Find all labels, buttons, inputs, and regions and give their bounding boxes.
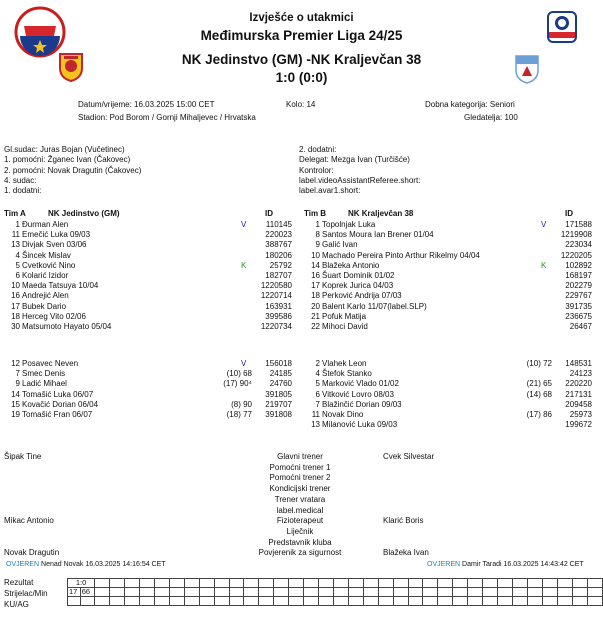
player-number: 8 bbox=[315, 230, 320, 240]
results-row bbox=[68, 597, 603, 606]
player-number: 20 bbox=[311, 301, 320, 311]
player-id: 180206 bbox=[265, 250, 292, 260]
results-cell bbox=[289, 588, 304, 597]
player-name: Matsumoto Hayato 05/04 bbox=[22, 322, 112, 331]
official-line: 4. sudac: bbox=[4, 175, 37, 185]
team-b-staff: Cvek Silvestar bbox=[383, 452, 435, 461]
match-score: 1:0 (0:0) bbox=[275, 70, 328, 85]
player-number: 7 bbox=[315, 399, 320, 409]
substitution-minute: (17) 90⁴ bbox=[223, 379, 252, 389]
official-line: 2. pomoćni: Novak Dragutin (Čakovec) bbox=[4, 165, 142, 175]
official-line: 2. dodatni: bbox=[299, 145, 337, 154]
player-id: 199672 bbox=[565, 420, 592, 430]
official-line: Delegat: Mezga Ivan (Turčišće) bbox=[299, 155, 410, 165]
player-name: Posavec Neven bbox=[22, 359, 79, 368]
results-cell bbox=[393, 579, 408, 588]
verification-right bbox=[427, 561, 584, 568]
match-round: Kolo: 14 bbox=[286, 100, 316, 109]
results-cell bbox=[438, 588, 453, 597]
player-name: Pofuk Matija bbox=[322, 311, 367, 321]
player-id: 1220714 bbox=[260, 291, 292, 301]
player-id: 171588 bbox=[565, 220, 592, 229]
player-number: 15 bbox=[11, 399, 20, 409]
results-cell bbox=[319, 588, 334, 597]
results-cell bbox=[244, 597, 259, 606]
substitution-minute: (8) 90 bbox=[231, 399, 252, 409]
results-cell bbox=[423, 588, 438, 597]
player-id: 163931 bbox=[265, 301, 292, 311]
player-number: 13 bbox=[11, 240, 20, 250]
results-cell bbox=[423, 579, 438, 588]
verification-left bbox=[6, 561, 166, 568]
results-cell bbox=[333, 597, 348, 606]
results-cell bbox=[333, 588, 348, 597]
results-cell bbox=[154, 588, 169, 597]
verified-by: Damir Taradi 16.03.2025 14:43:42 CET bbox=[462, 561, 584, 568]
player-name: Novak Dino bbox=[322, 410, 364, 419]
results-cell bbox=[169, 597, 184, 606]
player-number: 4 bbox=[15, 250, 20, 260]
results-cell bbox=[154, 597, 169, 606]
results-cell bbox=[587, 579, 602, 588]
staff-role: Pomoćni trener 1 bbox=[269, 462, 331, 472]
results-cell bbox=[68, 597, 81, 606]
player-number: 19 bbox=[11, 410, 20, 419]
team-b-id-header: ID bbox=[565, 209, 573, 218]
player-name: Kolarić Izidor bbox=[22, 271, 69, 280]
results-cell bbox=[513, 588, 528, 597]
results-cell: 1:0 bbox=[68, 579, 95, 588]
scorer-label: Strijelac/Min bbox=[4, 589, 48, 598]
player-name: Andrejić Alen bbox=[22, 291, 69, 301]
match-datetime: Datum/vrijeme: 16.03.2025 15:00 CET bbox=[78, 100, 215, 109]
results-cell bbox=[110, 579, 125, 588]
results-cell bbox=[468, 579, 483, 588]
player-id: 24123 bbox=[569, 369, 592, 379]
player-name: Đurman Alen bbox=[22, 220, 69, 229]
results-cell bbox=[304, 597, 319, 606]
results-cell bbox=[483, 588, 498, 597]
captain-mark: K bbox=[241, 260, 247, 270]
player-number: 16 bbox=[11, 291, 20, 301]
player-name: Blažeka Antonio bbox=[322, 260, 380, 270]
player-name: Perković Andrija 07/03 bbox=[322, 291, 402, 301]
results-cell bbox=[393, 588, 408, 597]
results-cell bbox=[244, 579, 259, 588]
results-cell bbox=[319, 597, 334, 606]
player-id: 209458 bbox=[565, 399, 592, 409]
team-b-staff: Blažeka Ivan bbox=[383, 548, 429, 558]
results-cell bbox=[154, 579, 169, 588]
staff-role: Kondicijski trener bbox=[269, 484, 331, 494]
results-cell bbox=[542, 579, 557, 588]
player-name: Emečić Luka 09/03 bbox=[22, 230, 91, 240]
player-id: 1219908 bbox=[560, 230, 592, 240]
team-a-staff: Novak Dragutin bbox=[4, 548, 60, 558]
verified-badge: OVJEREN bbox=[6, 561, 40, 568]
substitution-minute: (17) 86 bbox=[526, 410, 552, 419]
player-number: 17 bbox=[11, 301, 20, 311]
results-cell bbox=[453, 597, 468, 606]
results-cell bbox=[169, 579, 184, 588]
results-cell bbox=[289, 597, 304, 606]
results-cell bbox=[378, 579, 393, 588]
results-cell bbox=[139, 588, 154, 597]
results-row bbox=[68, 588, 603, 597]
match-title: NK Jedinstvo (GM) -NK Kraljevčan 38 bbox=[181, 52, 422, 67]
results-cell bbox=[438, 597, 453, 606]
results-label: Rezultat bbox=[4, 578, 34, 587]
verified-by: Nenad Novak 16.03.2025 14:16:54 CET bbox=[41, 561, 166, 568]
player-name: Ladić Mihael bbox=[22, 379, 67, 389]
player-name: Santos Moura Ian Brener 01/04 bbox=[322, 230, 434, 240]
player-name: Cvetković Nino bbox=[22, 260, 76, 270]
results-cell bbox=[587, 588, 602, 597]
player-number: 5 bbox=[15, 260, 20, 270]
results-cell bbox=[244, 588, 259, 597]
player-name: Tomašić Luka 06/07 bbox=[22, 389, 94, 399]
goalkeeper-mark: V bbox=[241, 359, 247, 368]
results-cell bbox=[274, 597, 289, 606]
player-name: Bubek Dario bbox=[22, 301, 67, 311]
substitution-minute: (10) 72 bbox=[526, 359, 552, 368]
results-cell bbox=[184, 588, 199, 597]
results-cell bbox=[304, 588, 319, 597]
player-number: 17 bbox=[311, 281, 320, 291]
cards-label: KU/AG bbox=[4, 600, 29, 609]
results-cell bbox=[139, 597, 154, 606]
results-cell bbox=[527, 588, 542, 597]
results-cell bbox=[483, 597, 498, 606]
player-id: 219707 bbox=[265, 399, 292, 409]
player-id: 1220205 bbox=[560, 250, 592, 260]
official-line: Gl.sudac: Juras Bojan (Vučetinec) bbox=[4, 145, 125, 154]
results-cell bbox=[363, 597, 378, 606]
results-cell bbox=[527, 579, 542, 588]
results-cell bbox=[169, 588, 184, 597]
officials-right bbox=[299, 145, 420, 196]
player-name: Mihoci David bbox=[322, 322, 368, 331]
team-a-id-header: ID bbox=[265, 209, 273, 218]
player-id: 1220580 bbox=[260, 281, 292, 291]
results-cell bbox=[542, 597, 557, 606]
player-id: 102892 bbox=[565, 260, 592, 270]
team-b-label: Tim B bbox=[304, 209, 327, 218]
player-name: Smec Denis bbox=[22, 369, 66, 379]
player-name: Milanović Luka 09/03 bbox=[322, 420, 398, 430]
results-cell bbox=[333, 579, 348, 588]
player-number: 6 bbox=[315, 389, 320, 399]
player-name: Vlahek Leon bbox=[322, 359, 367, 368]
results-cell bbox=[408, 579, 423, 588]
player-id: 148531 bbox=[565, 359, 592, 368]
player-id: 391805 bbox=[265, 389, 292, 399]
official-line: 1. pomoćni: Žganec Ivan (Čakovec) bbox=[4, 155, 131, 165]
results-cell bbox=[289, 579, 304, 588]
results-cell bbox=[363, 579, 378, 588]
player-id: 156018 bbox=[265, 359, 292, 368]
player-name: Štefok Stanko bbox=[322, 369, 372, 379]
results-cell bbox=[408, 588, 423, 597]
results-cell bbox=[80, 597, 94, 606]
staff-role: label.medical bbox=[276, 505, 324, 515]
player-name: Herceg Vito 02/06 bbox=[22, 311, 86, 321]
team-a-name: NK Jedinstvo (GM) bbox=[48, 209, 120, 218]
results-cell bbox=[259, 588, 274, 597]
player-number: 9 bbox=[15, 379, 20, 389]
results-cell bbox=[572, 579, 587, 588]
results-cell bbox=[557, 597, 572, 606]
captain-mark: K bbox=[541, 260, 547, 270]
results-cell bbox=[229, 588, 244, 597]
results-cell bbox=[274, 588, 289, 597]
results-cell bbox=[199, 588, 214, 597]
results-cell bbox=[125, 597, 140, 606]
results-cell bbox=[542, 588, 557, 597]
player-name: Šuart Dominik 01/02 bbox=[322, 271, 395, 280]
results-cell bbox=[199, 597, 214, 606]
results-cell bbox=[483, 579, 498, 588]
team-a-label: Tim A bbox=[4, 209, 26, 218]
results-cell bbox=[304, 579, 319, 588]
player-number: 18 bbox=[11, 311, 20, 321]
official-line: Kontrolor: bbox=[299, 165, 334, 175]
results-cell bbox=[453, 579, 468, 588]
results-cell bbox=[259, 597, 274, 606]
substitution-minute: (18) 77 bbox=[226, 410, 252, 419]
results-cell bbox=[95, 579, 110, 588]
player-number: 1 bbox=[15, 220, 20, 229]
substitution-minute: (10) 68 bbox=[226, 369, 252, 379]
spectators: Gledatelja: 100 bbox=[464, 113, 518, 122]
verified-badge: OVJEREN bbox=[427, 561, 461, 568]
team-b-name: NK Kraljevčan 38 bbox=[348, 209, 414, 218]
results-cell bbox=[453, 588, 468, 597]
player-number: 12 bbox=[11, 359, 20, 368]
player-number: 30 bbox=[11, 322, 20, 331]
player-number: 14 bbox=[11, 389, 20, 399]
results-cell bbox=[125, 588, 140, 597]
team-a-staff: Mikac Antonio bbox=[4, 516, 54, 526]
results-cell bbox=[95, 597, 110, 606]
staff-role: Trener vratara bbox=[274, 494, 326, 504]
player-number: 5 bbox=[315, 379, 320, 389]
results-cell bbox=[557, 588, 572, 597]
player-name: Marković Vlado 01/02 bbox=[322, 379, 399, 389]
player-name: Koprek Jurica 04/03 bbox=[322, 281, 394, 291]
results-cell: 66 bbox=[80, 588, 94, 597]
player-number: 10 bbox=[11, 281, 20, 291]
player-number: 4 bbox=[315, 369, 320, 379]
player-name: Šincek Mislav bbox=[22, 250, 71, 260]
results-cell bbox=[393, 597, 408, 606]
player-number: 22 bbox=[311, 322, 320, 331]
player-id: 202279 bbox=[565, 281, 592, 291]
player-id: 25973 bbox=[569, 410, 592, 419]
player-id: 24760 bbox=[269, 379, 292, 389]
player-number: 2 bbox=[315, 359, 320, 368]
staff-role: Povjerenik za sigurnost bbox=[258, 548, 342, 558]
player-number: 11 bbox=[11, 230, 20, 240]
player-number: 13 bbox=[311, 420, 320, 430]
results-cell bbox=[259, 579, 274, 588]
player-id: 26467 bbox=[569, 322, 592, 331]
results-cell bbox=[498, 579, 513, 588]
staff-role: Predstavnik kluba bbox=[268, 537, 332, 547]
results-cell bbox=[110, 597, 125, 606]
player-id: 236675 bbox=[565, 311, 592, 321]
team-a-staff: Šipak Tine bbox=[4, 452, 42, 461]
officials-left bbox=[4, 145, 141, 196]
results-cell bbox=[319, 579, 334, 588]
player-number: 14 bbox=[311, 260, 320, 270]
results-cell bbox=[423, 597, 438, 606]
player-name: Blažinčić Dorian 09/03 bbox=[322, 399, 402, 409]
player-id: 1220734 bbox=[260, 322, 292, 331]
player-id: 217131 bbox=[565, 389, 592, 399]
substitution-minute: (14) 68 bbox=[526, 389, 552, 399]
results-grid bbox=[67, 578, 603, 606]
player-number: 16 bbox=[311, 271, 320, 280]
age-category: Dobna kategorija: Seniori bbox=[425, 100, 515, 109]
staff-role: Pomoćni trener 2 bbox=[269, 473, 331, 483]
league-name: Međimurska Premier Liga 24/25 bbox=[200, 28, 403, 43]
results-cell bbox=[513, 597, 528, 606]
results-row bbox=[68, 579, 603, 588]
results-cell bbox=[527, 597, 542, 606]
results-cell bbox=[139, 579, 154, 588]
player-name: Vitković Lovro 08/03 bbox=[322, 389, 394, 399]
player-name: Maeda Tatsuya 10/04 bbox=[22, 281, 99, 291]
player-name: Topolnjak Luka bbox=[322, 220, 376, 229]
results-cell bbox=[348, 588, 363, 597]
results-cell bbox=[378, 588, 393, 597]
substitution-minute: (21) 65 bbox=[526, 379, 552, 389]
player-number: 9 bbox=[315, 240, 320, 250]
results-cell bbox=[184, 579, 199, 588]
results-cell bbox=[438, 579, 453, 588]
player-name: Machado Pereira Pinto Arthur Rikelmy 04/04 bbox=[322, 250, 480, 260]
results-cell bbox=[348, 597, 363, 606]
player-name: Kovačić Dorian 06/04 bbox=[22, 399, 99, 409]
player-number: 18 bbox=[311, 291, 320, 301]
player-number: 6 bbox=[15, 271, 20, 280]
results-cell bbox=[408, 597, 423, 606]
player-id: 168197 bbox=[565, 271, 592, 280]
results-cell: 17 bbox=[68, 588, 81, 597]
goalkeeper-mark: V bbox=[541, 220, 547, 229]
results-cell bbox=[199, 579, 214, 588]
results-cell bbox=[468, 588, 483, 597]
official-line: 1. dodatni: bbox=[4, 186, 42, 196]
team-b-staff: Klarić Boris bbox=[383, 516, 424, 526]
player-number: 21 bbox=[311, 311, 320, 321]
report-title: Izvješće o utakmici bbox=[249, 12, 354, 24]
results-cell bbox=[214, 588, 229, 597]
player-id: 220220 bbox=[565, 379, 592, 389]
staff-role: Glavni trener bbox=[277, 452, 323, 461]
results-cell bbox=[468, 597, 483, 606]
results-cell bbox=[348, 579, 363, 588]
results-cell bbox=[498, 597, 513, 606]
player-id: 399586 bbox=[265, 311, 292, 321]
staff-role: Fizioterapeut bbox=[276, 516, 324, 526]
player-number: 11 bbox=[311, 410, 320, 419]
results-cell bbox=[229, 597, 244, 606]
staff-role: Liječnik bbox=[286, 526, 314, 536]
player-number: 10 bbox=[311, 250, 320, 260]
results-cell bbox=[110, 588, 125, 597]
player-number: 7 bbox=[15, 369, 20, 379]
goalkeeper-mark: V bbox=[241, 220, 247, 229]
results-cell bbox=[214, 597, 229, 606]
player-id: 220023 bbox=[265, 230, 292, 240]
results-cell bbox=[274, 579, 289, 588]
results-cell bbox=[363, 588, 378, 597]
player-id: 24185 bbox=[269, 369, 292, 379]
results-cell bbox=[572, 597, 587, 606]
player-id: 229767 bbox=[565, 291, 592, 301]
official-line: label.avar1.short: bbox=[299, 186, 361, 196]
player-name: Divjak Sven 03/06 bbox=[22, 240, 87, 250]
player-id: 110145 bbox=[265, 220, 292, 229]
results-cell bbox=[587, 597, 602, 606]
results-cell bbox=[229, 579, 244, 588]
results-cell bbox=[572, 588, 587, 597]
player-name: Tomašić Fran 06/07 bbox=[22, 410, 93, 419]
player-number: 1 bbox=[315, 220, 320, 229]
player-id: 388767 bbox=[265, 240, 292, 250]
player-name: Balent Karlo 11/07(label.SLP) bbox=[322, 301, 427, 311]
player-name: Galić Ivan bbox=[322, 240, 358, 250]
results-cell bbox=[184, 597, 199, 606]
player-id: 391735 bbox=[565, 301, 592, 311]
player-id: 391808 bbox=[265, 410, 292, 419]
official-line: label.videoAssistantReferee.short: bbox=[299, 175, 421, 185]
player-id: 25792 bbox=[269, 260, 292, 270]
results-cell bbox=[498, 588, 513, 597]
results-cell bbox=[95, 588, 110, 597]
player-id: 182707 bbox=[265, 271, 292, 280]
results-cell bbox=[125, 579, 140, 588]
results-cell bbox=[214, 579, 229, 588]
player-id: 223034 bbox=[565, 240, 592, 250]
results-cell bbox=[378, 597, 393, 606]
results-cell bbox=[557, 579, 572, 588]
results-cell bbox=[513, 579, 528, 588]
match-stadium: Stadion: Pod Borom / Gornji Mihaljevec / Hrvatska bbox=[78, 113, 256, 122]
